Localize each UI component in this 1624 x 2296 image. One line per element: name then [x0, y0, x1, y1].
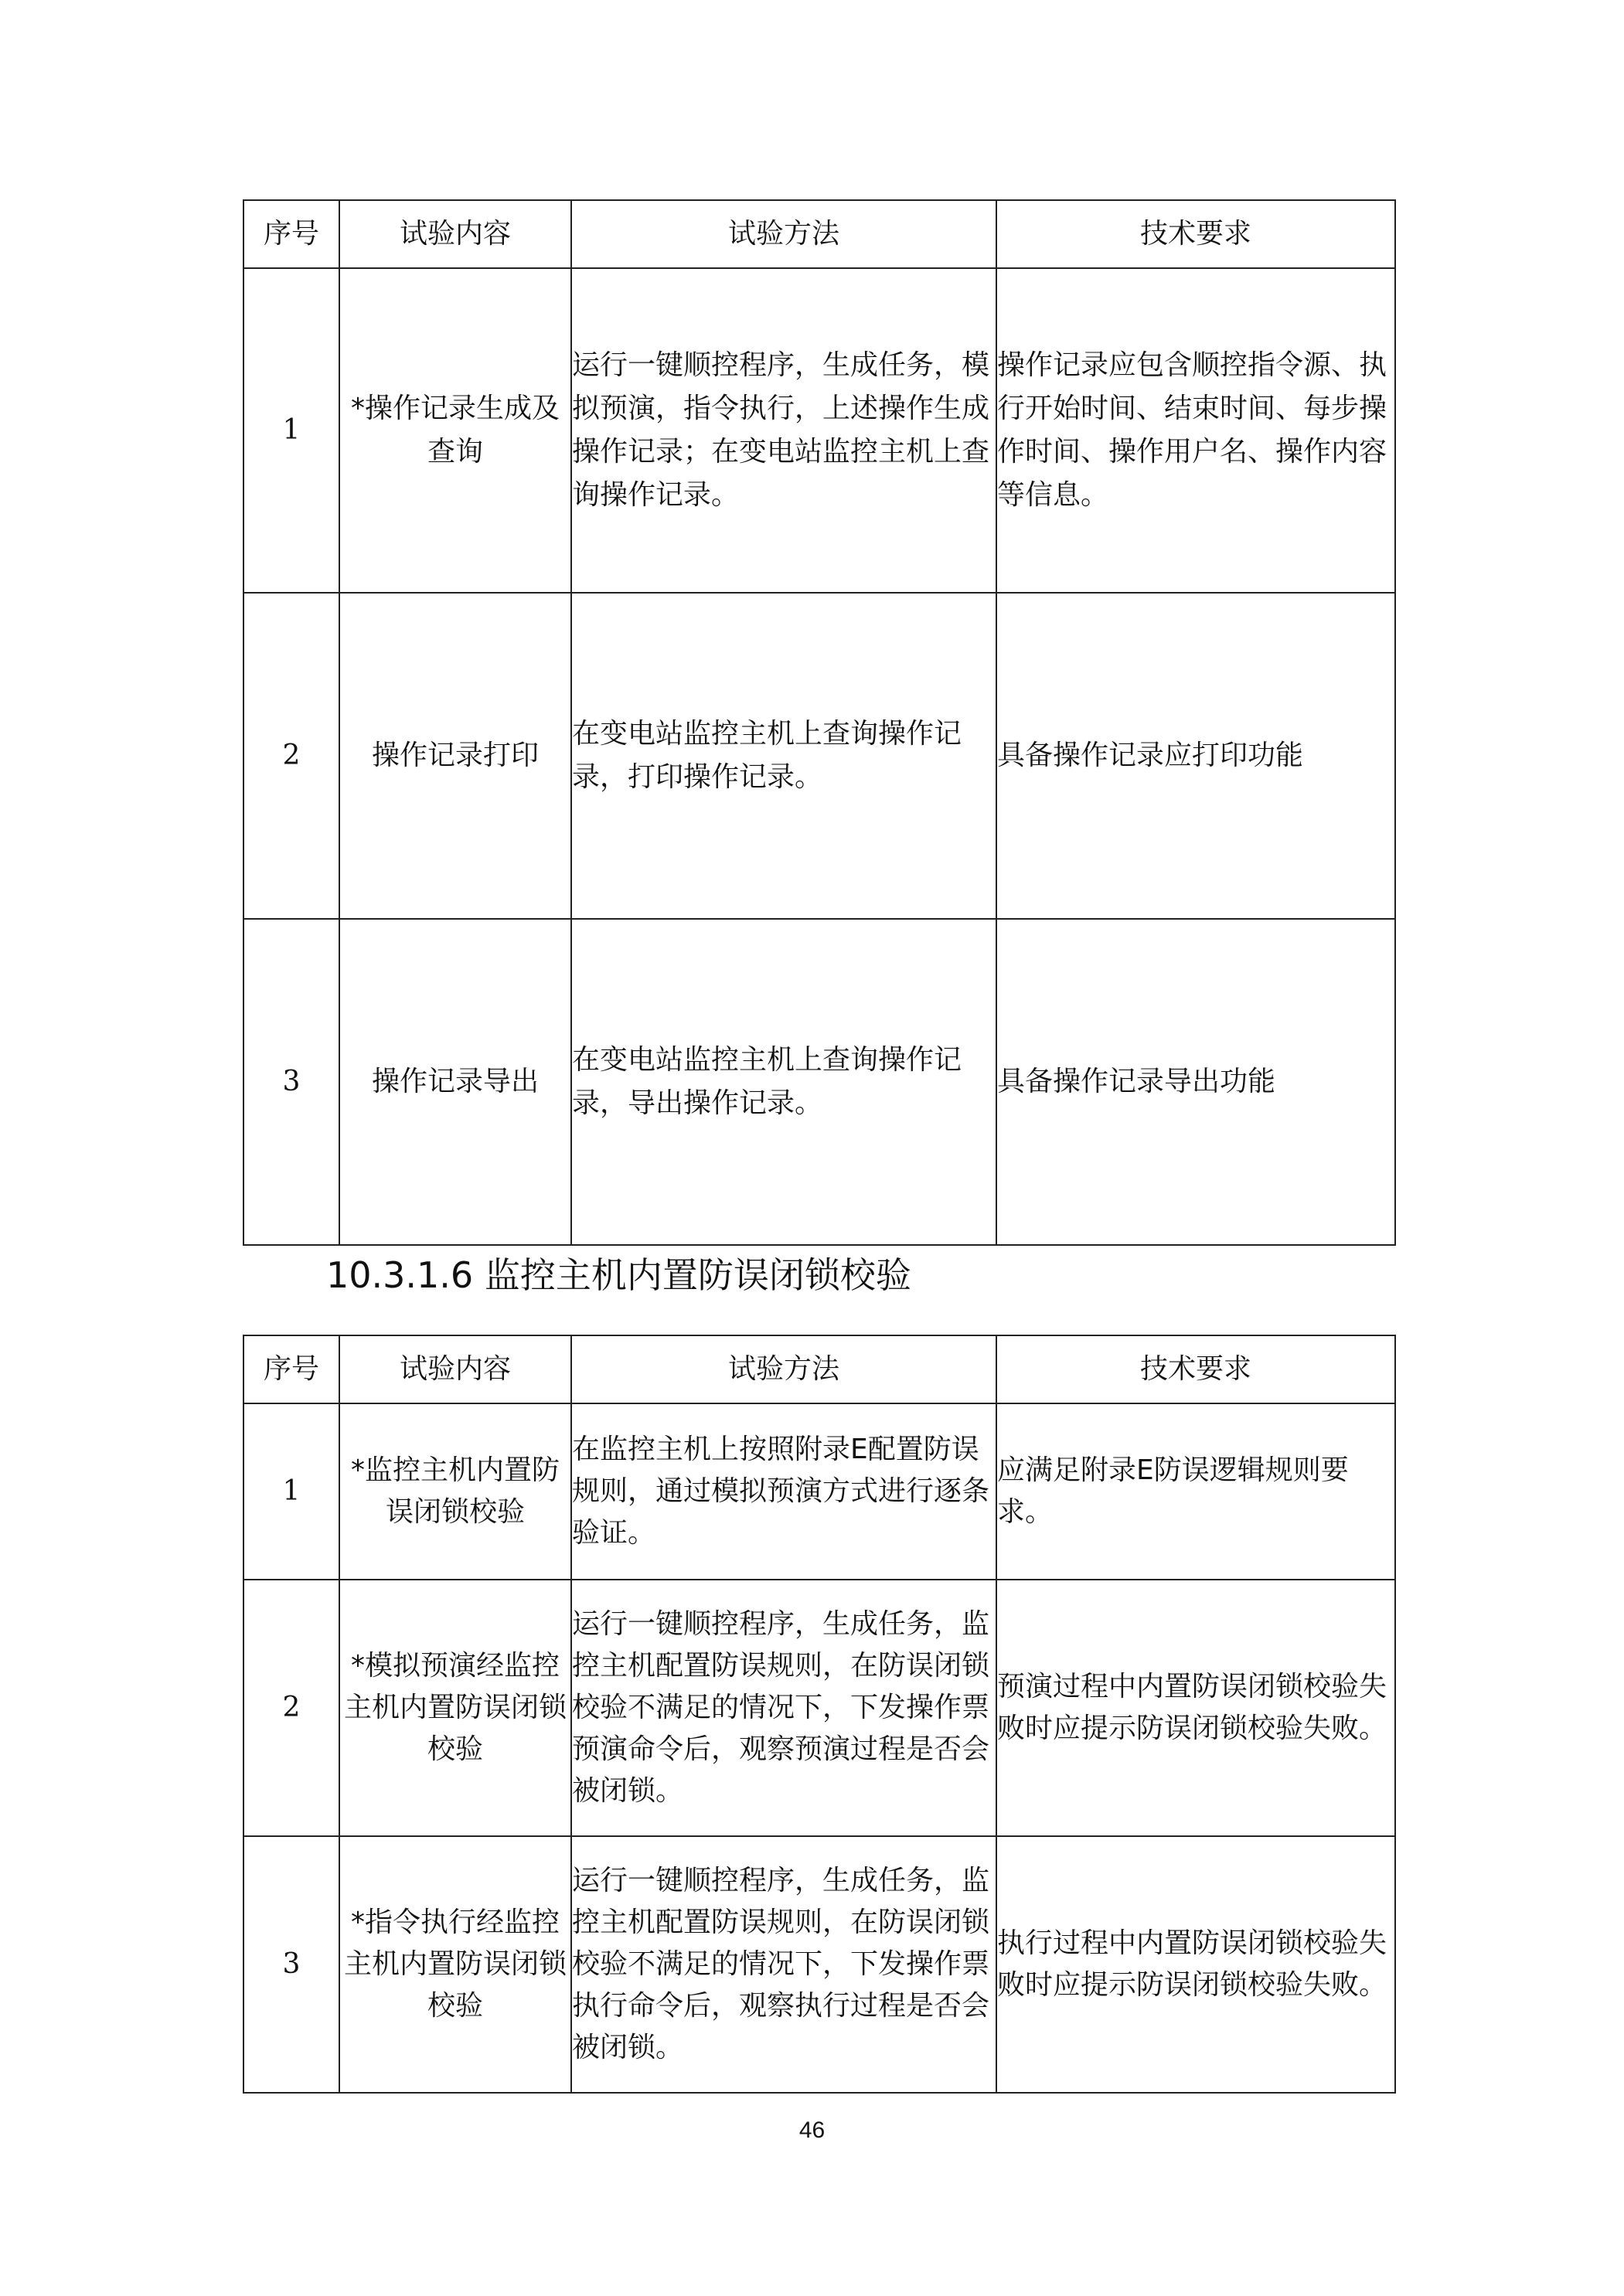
table-row [243, 1836, 1395, 2093]
row-req: 应满足附录E防误逻辑规则要求。 [996, 1403, 1395, 1580]
header-req: 技术要求 [996, 1335, 1395, 1403]
table-header-row [243, 200, 1395, 268]
section-heading: 10.3.1.6 监控主机内置防误闭锁校验 [326, 1254, 911, 1296]
header-item: 试验内容 [339, 200, 571, 268]
row-req: 具备操作记录导出功能 [996, 919, 1395, 1245]
table-row [243, 593, 1395, 919]
table-row [243, 1580, 1395, 1836]
table-row [243, 268, 1395, 593]
row-method: 运行一键顺控程序，生成任务，模拟预演，指令执行，上述操作生成操作记录；在变电站监控主机上查询操作记录。 [571, 268, 996, 593]
table-row [243, 1403, 1395, 1580]
row-no: 2 [243, 593, 339, 919]
row-item: *操作记录生成及查询 [339, 268, 571, 593]
page-number: 46 [798, 2117, 826, 2143]
operation-record-test-table [243, 199, 1396, 1246]
header-method: 试验方法 [571, 1335, 996, 1403]
header-item: 试验内容 [339, 1335, 571, 1403]
table-header-row [243, 1335, 1395, 1403]
row-no: 3 [243, 919, 339, 1245]
row-method: 运行一键顺控程序，生成任务，监控主机配置防误规则，在防误闭锁校验不满足的情况下，下发操作票预演命令后，观察预演过程是否会被闭锁。 [571, 1580, 996, 1836]
row-no: 3 [243, 1836, 339, 2093]
interlock-check-test-table [243, 1335, 1396, 2094]
row-method: 在变电站监控主机上查询操作记录，导出操作记录。 [571, 919, 996, 1245]
row-req: 预演过程中内置防误闭锁校验失败时应提示防误闭锁校验失败。 [996, 1580, 1395, 1836]
row-req: 具备操作记录应打印功能 [996, 593, 1395, 919]
row-no: 1 [243, 268, 339, 593]
row-method: 运行一键顺控程序，生成任务，监控主机配置防误规则，在防误闭锁校验不满足的情况下，下发操作票执行命令后，观察执行过程是否会被闭锁。 [571, 1836, 996, 2093]
header-req: 技术要求 [996, 200, 1395, 268]
row-item: 操作记录导出 [339, 919, 571, 1245]
header-no: 序号 [243, 200, 339, 268]
row-item: 操作记录打印 [339, 593, 571, 919]
row-req: 执行过程中内置防误闭锁校验失败时应提示防误闭锁校验失败。 [996, 1836, 1395, 2093]
header-no: 序号 [243, 1335, 339, 1403]
row-req: 操作记录应包含顺控指令源、执行开始时间、结束时间、每步操作时间、操作用户名、操作内容等信息。 [996, 268, 1395, 593]
row-item: *指令执行经监控主机内置防误闭锁校验 [339, 1836, 571, 2093]
row-method: 在变电站监控主机上查询操作记录，打印操作记录。 [571, 593, 996, 919]
header-method: 试验方法 [571, 200, 996, 268]
row-item: *监控主机内置防误闭锁校验 [339, 1403, 571, 1580]
table-row [243, 919, 1395, 1245]
row-item: *模拟预演经监控主机内置防误闭锁校验 [339, 1580, 571, 1836]
row-method: 在监控主机上按照附录E配置防误规则，通过模拟预演方式进行逐条验证。 [571, 1403, 996, 1580]
row-no: 2 [243, 1580, 339, 1836]
row-no: 1 [243, 1403, 339, 1580]
